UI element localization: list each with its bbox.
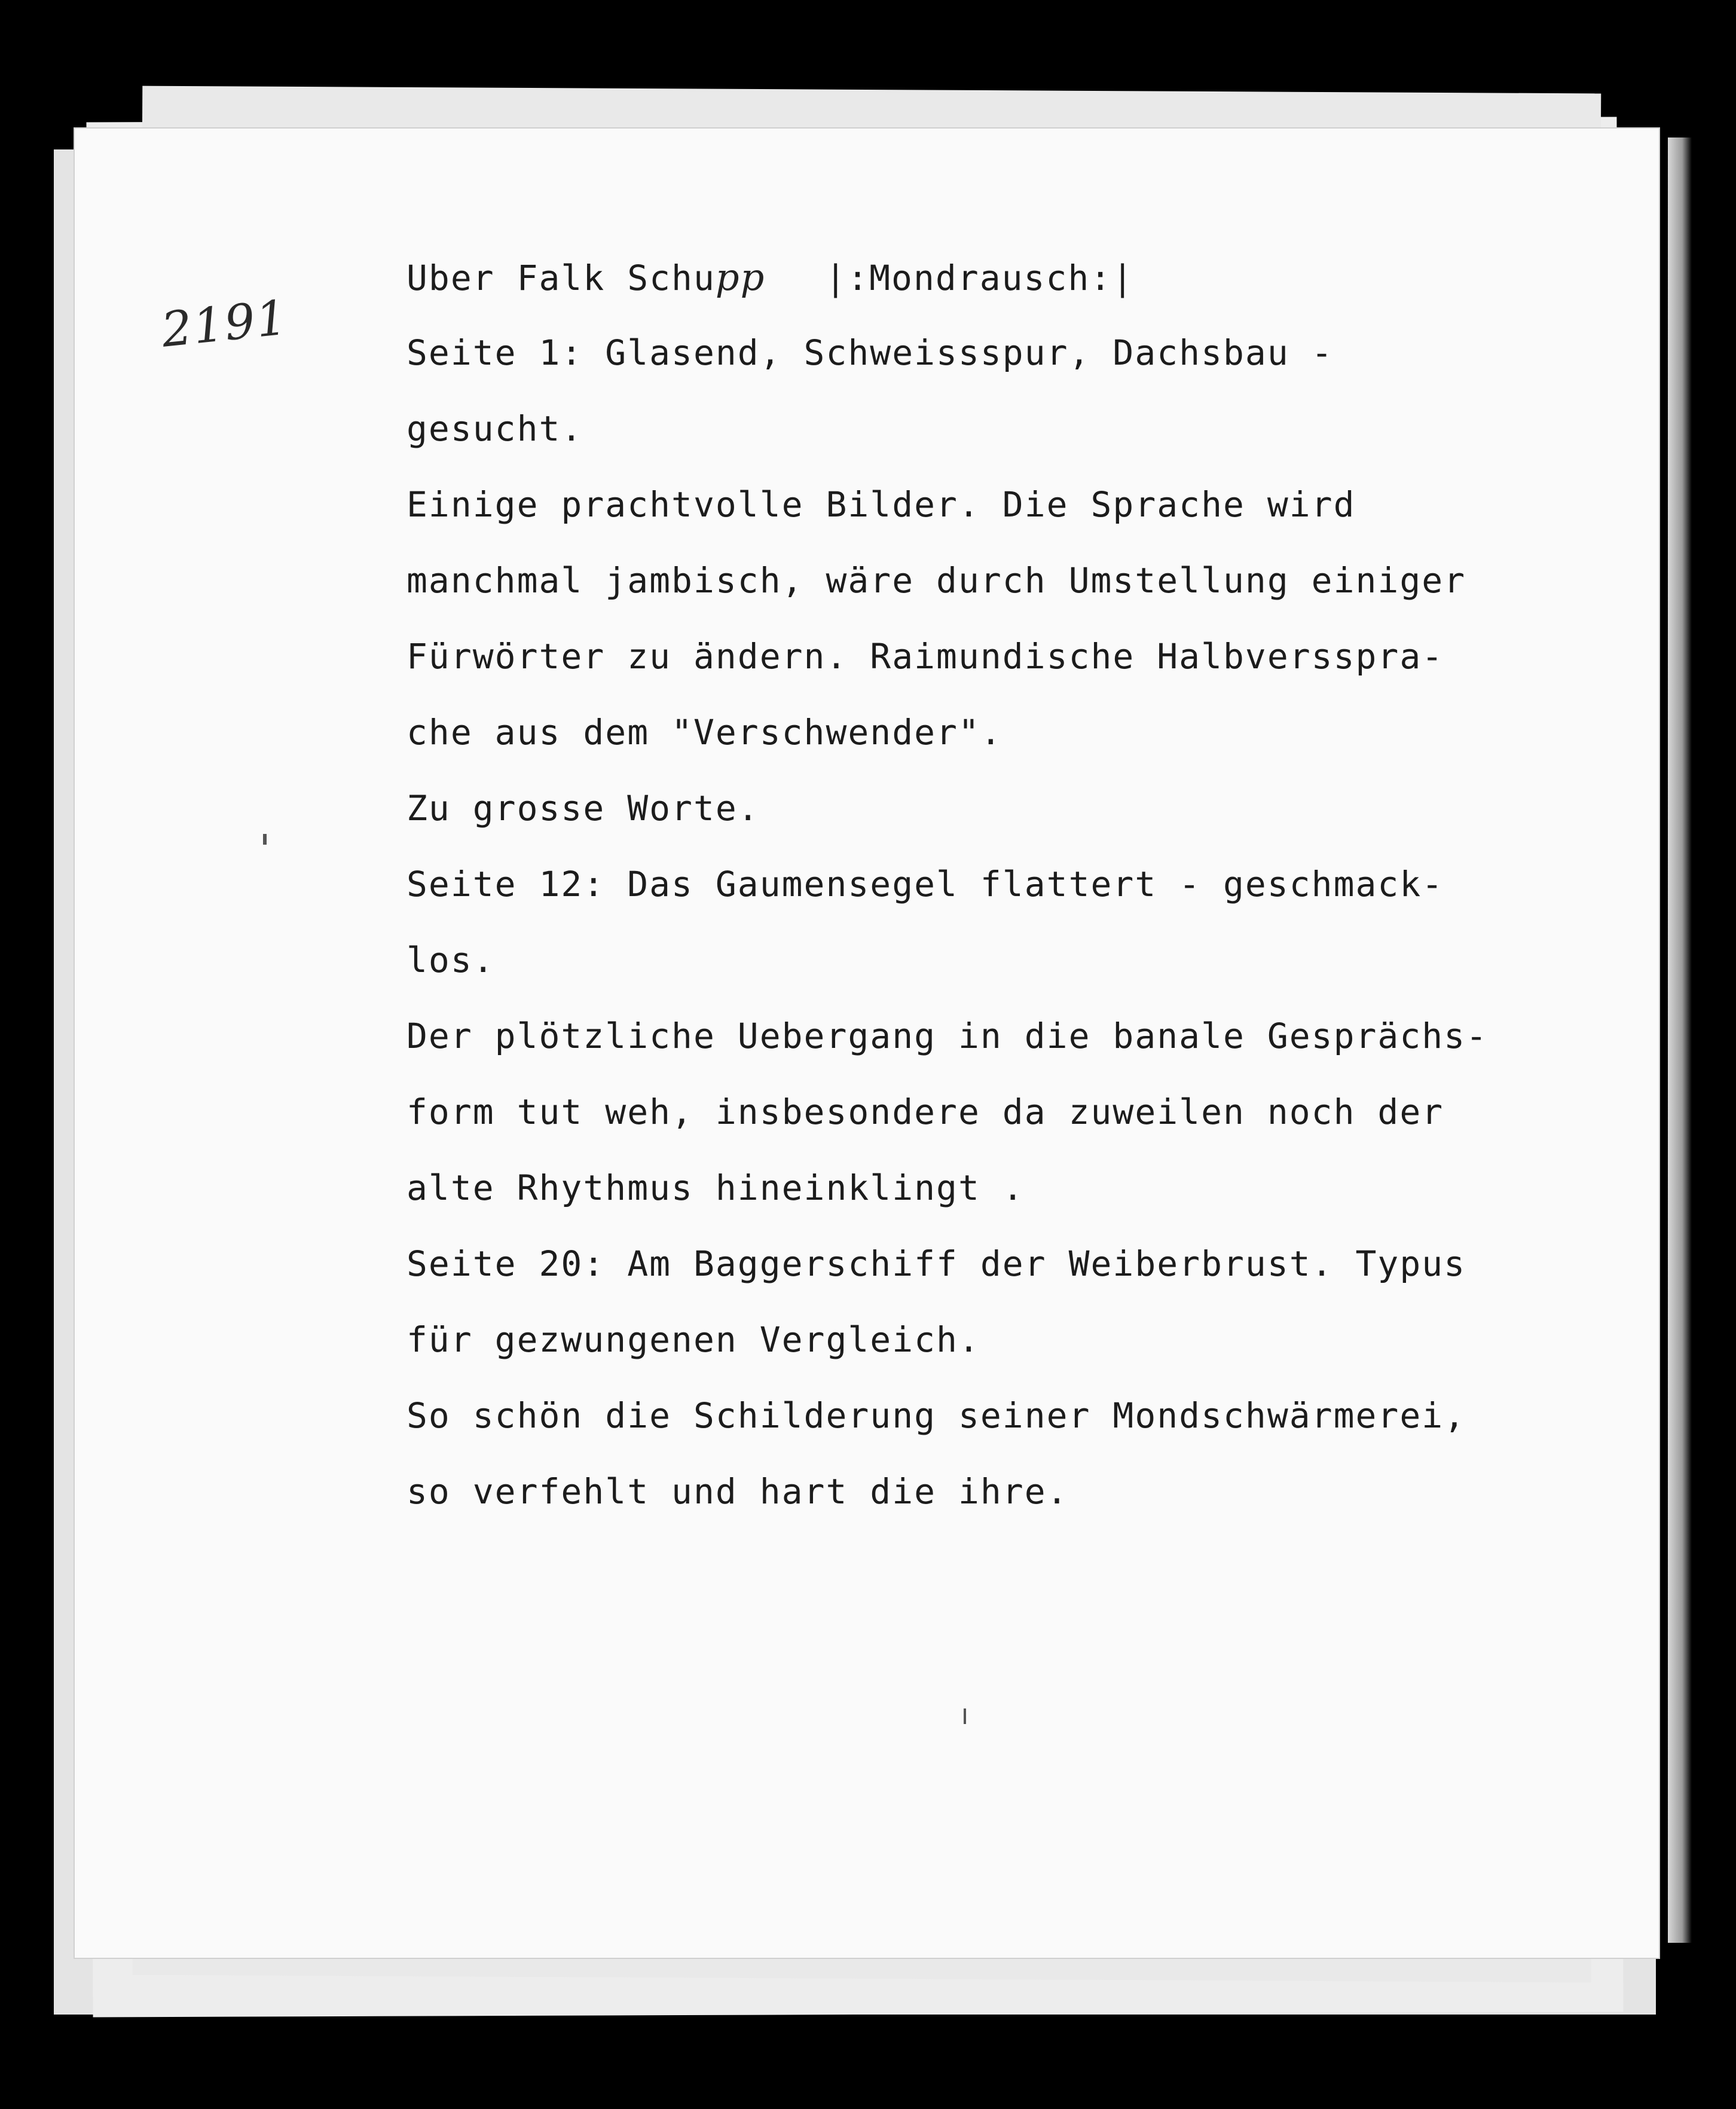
- text-line: Seite 1: Glasend, Schweissspur, Dachsbau -: [407, 332, 1334, 373]
- text-line: So schön die Schilderung seiner Mondschwärmerei,: [407, 1395, 1466, 1436]
- scan-speck: [263, 834, 267, 845]
- sheet-stack-edge: [1668, 137, 1692, 1943]
- header-line: [407, 239, 1602, 315]
- text-line: Der plötzliche Uebergang in die banale Gesprächs-: [407, 1016, 1489, 1056]
- text-line: Seite 20: Am Baggerschiff der Weiberbrust. Typus: [407, 1243, 1466, 1284]
- text-line: form tut weh, insbesondere da zuweilen noch der: [407, 1092, 1444, 1132]
- scan-speck: [964, 1708, 966, 1724]
- text-line: los.: [407, 940, 495, 980]
- text-line: Seite 12: Das Gaumensegel flattert - geschmack-: [407, 864, 1444, 904]
- text-line: che aus dem "Verschwender".: [407, 712, 1003, 753]
- text-line: so verfehlt und hart die ihre.: [407, 1471, 1069, 1512]
- text-line: Einige prachtvolle Bilder. Die Sprache wird: [407, 484, 1356, 525]
- typed-text: [407, 239, 1602, 1530]
- text-line: gesucht.: [407, 408, 583, 449]
- text-line: Fürwörter zu ändern. Raimundische Halbversspra-: [407, 636, 1444, 677]
- text-line: für gezwungenen Vergleich.: [407, 1319, 980, 1360]
- archive-number: 2191: [158, 289, 291, 358]
- text-line: alte Rhythmus hineinklingt .: [407, 1167, 1025, 1208]
- handwritten-correction: pp: [715, 255, 766, 299]
- work-title: |:Mondrausch:|: [825, 258, 1135, 298]
- text-line: manchmal jambisch, wäre durch Umstellung einiger: [407, 560, 1466, 601]
- text-line: Zu grosse Worte.: [407, 788, 760, 829]
- header-prefix: Uber Falk Schu: [407, 258, 716, 298]
